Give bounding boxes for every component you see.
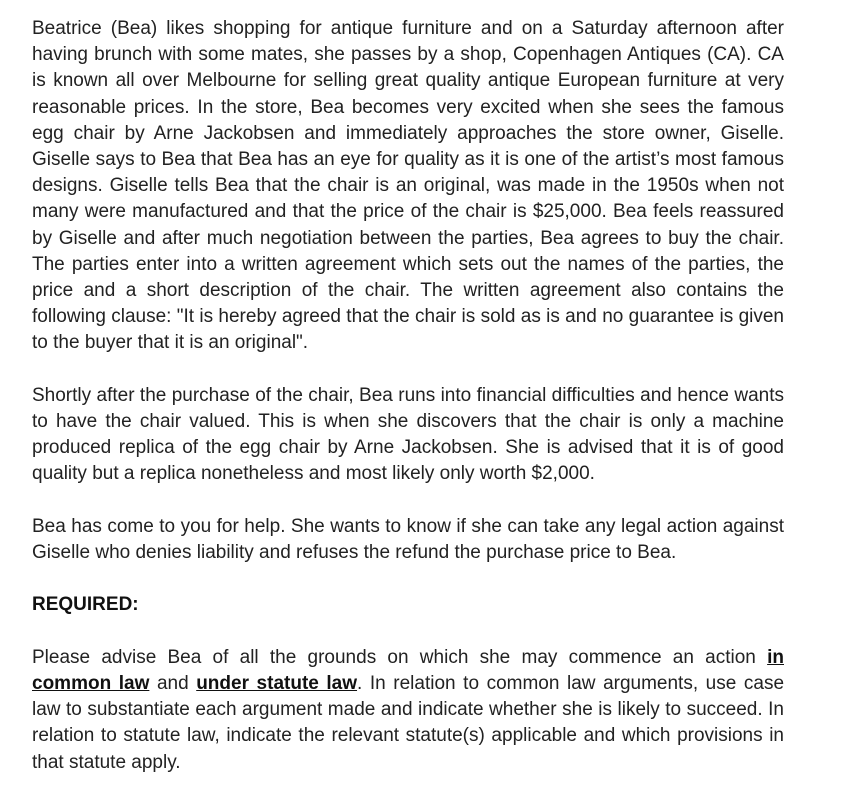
document-body [32, 16, 784, 776]
request-paragraph: Bea has come to you for help. She wants to know if she can take any legal action against Giselle who denies liability and refuses the refund the purchase price to Bea. [32, 515, 784, 564]
instructions-paragraph [32, 645, 784, 776]
required-heading: REQUIRED: [32, 594, 139, 616]
statute-law-emphasis: under statute law [196, 673, 358, 695]
instructions-rest: . In relation to common law arguments, use case law to substantiate each argument made and indicate whether she is likely to succeed. In relation to statute law, indicate the relevant statute(s) applicable and which provisions in that statute apply. [32, 673, 785, 773]
instructions-intro: Please advise Bea of all the grounds on which she may commence an action [32, 646, 768, 668]
scenario-paragraph: Beatrice (Bea) likes shopping for antique furniture and on a Saturday afternoon after having brunch with some mates, she passes by a shop, Copenhagen Antiques (CA). CA is known all over Melbourne for selling great quality antique European furniture at very reasonable prices. In the store, Bea becomes very excited when she sees the famous egg chair by Arne Jackobsen and immediately approaches the store owner, Giselle. Giselle says to Bea that Bea has an eye for quality as it is one of the artist’s most famous designs. Giselle tells Bea that the chair is an original, was made in the 1950s when not many were manufactured and that the price of the chair is $25,000. Bea feels reassured by Giselle and after much negotiation between the parties, Bea agrees to buy the chair. The parties enter into a written agreement which sets out the names of the parties, the price and a short description of the chair. The written agreement also contains the following clause: "It is hereby agreed that the chair is sold as is and no guarantee is given to the buyer that it is an original". [32, 18, 784, 354]
common-law-emphasis: in common law [32, 646, 784, 695]
valuation-paragraph: Shortly after the purchase of the chair, Bea runs into financial difficulties and hence wants to have the chair valued. This is when she discovers that the chair is only a machine produced replica of the egg chair by Arne Jackobsen. She is advised that it is of good quality but a replica nonetheless and most likely only worth $2,000. [32, 384, 784, 485]
instructions-connector: and [149, 673, 197, 695]
